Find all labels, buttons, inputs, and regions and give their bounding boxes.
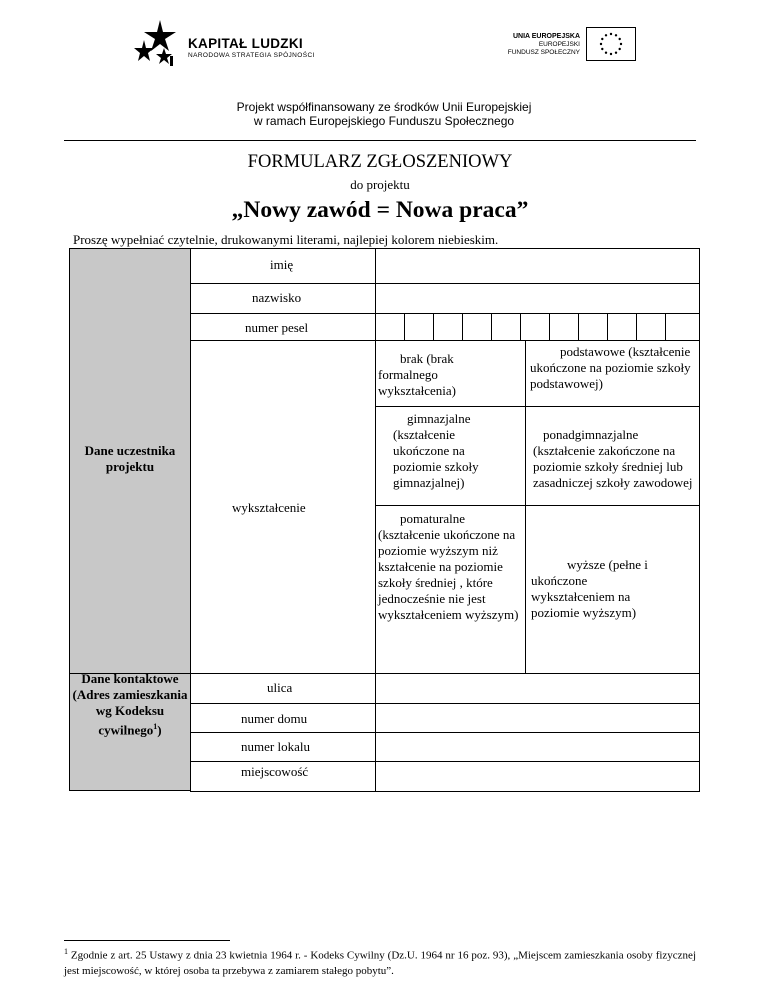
- education-option-upper-secondary-text: ponadgimnazjalne (kształcenie zakończone na poziomie szkoły średniej lub zasadniczej szkoły zawodowej: [533, 427, 693, 490]
- header-divider: [64, 140, 696, 141]
- footnote-ref: 1: [153, 722, 158, 731]
- house-no-label: numer domu: [241, 711, 308, 726]
- city-label: miejscowość: [241, 764, 309, 779]
- pesel-digit-box[interactable]: [549, 313, 579, 341]
- pesel-digit-box[interactable]: [665, 313, 700, 341]
- pesel-digit-box[interactable]: [636, 313, 666, 341]
- education-option-lower-secondary-text: gimnazjalne (kształcenie ukończone na poziomie szkoły gimnazjalnej): [393, 411, 479, 490]
- kapital-ludzki-title: KAPITAŁ LUDZKI: [188, 36, 303, 51]
- pesel-digit-box[interactable]: [462, 313, 492, 341]
- cofinancing-note: [150, 100, 618, 128]
- street-label: ulica: [267, 680, 293, 695]
- instructions: Proszę wypełniać czytelnie, drukowanymi literami, najlepiej kolorem niebieskim.: [73, 232, 499, 247]
- education-option-none-text: brak (brak formalnego wykształcenia): [378, 351, 456, 398]
- cofinancing-line-1: Projekt współfinansowany ze środków Unii Europejskiej: [236, 100, 532, 114]
- education-option-higher-text: wyższe (pełne i ukończone wykształceniem na poziomie wyższym): [531, 557, 648, 620]
- footnote-mark: 1: [64, 947, 68, 956]
- last-name-label: nazwisko: [252, 290, 302, 305]
- section-contact-label: [72, 671, 188, 738]
- pesel-digit-box[interactable]: [607, 313, 637, 341]
- cofinancing-line-2: w ramach Europejskiego Funduszu Społecznego: [253, 114, 515, 128]
- last-name-field[interactable]: [375, 283, 700, 314]
- pesel-digit-box[interactable]: [491, 313, 521, 341]
- kapital-ludzki-logo-icon: [134, 18, 180, 70]
- pesel-digit-box[interactable]: [404, 313, 434, 341]
- pesel-digit-box[interactable]: [578, 313, 608, 341]
- project-name: „Nowy zawód = Nowa praca”: [231, 197, 529, 223]
- footnote: [64, 944, 696, 979]
- eu-line-3: FUNDUSZ SPOŁECZNY: [507, 49, 580, 56]
- pesel-digit-box[interactable]: [520, 313, 550, 341]
- apartment-no-label: numer lokalu: [241, 739, 310, 754]
- eu-line-2: EUROPEJSKI: [538, 41, 580, 48]
- education-option-post-secondary-text: pomaturalne (kształcenie ukończone na poziomie wyższym niż kształcenie na poziomie szkoły średniej , które jednocześnie nie jest wykształceniem wyższym): [378, 511, 519, 622]
- first-name-field[interactable]: [375, 248, 700, 284]
- section-contact-close: ): [157, 722, 162, 738]
- eu-fund-label: [470, 33, 580, 57]
- education-option-primary-text: podstawowe (kształcenie ukończone na poziomie szkoły podstawowej): [530, 344, 691, 391]
- form-title: FORMULARZ ZGŁOSZENIOWY: [247, 152, 513, 172]
- house-no-field[interactable]: [375, 703, 700, 733]
- street-field[interactable]: [375, 673, 700, 704]
- eu-flag-icon: [586, 27, 636, 61]
- pesel-label: numer pesel: [245, 320, 309, 335]
- city-field[interactable]: [375, 761, 700, 792]
- section-contact-text: Dane kontaktowe (Adres zamieszkania wg Kodeksu cywilnego: [72, 671, 188, 738]
- footnote-divider: [64, 940, 230, 941]
- pesel-digit-box[interactable]: [433, 313, 463, 341]
- section-participant-label: Dane uczestnika projektu: [84, 443, 176, 474]
- form-subtitle: do projektu: [350, 177, 410, 192]
- apartment-no-field[interactable]: [375, 732, 700, 762]
- eu-line-1: UNIA EUROPEJSKA: [512, 33, 580, 40]
- kapital-ludzki-subtitle: NARODOWA STRATEGIA SPÓJNOŚCI: [188, 52, 315, 59]
- footnote-text: Zgodnie z art. 25 Ustawy z dnia 23 kwietnia 1964 r. - Kodeks Cywilny (Dz.U. 1964 nr 16 poz. 93), „Miejscem zamieszkania osoby fizycznej jest miejscowość, w której osoba ta przebywa z zamiarem stałego pobytu”.: [64, 949, 696, 977]
- education-label: wykształcenie: [232, 500, 306, 515]
- first-name-label: imię: [270, 257, 294, 272]
